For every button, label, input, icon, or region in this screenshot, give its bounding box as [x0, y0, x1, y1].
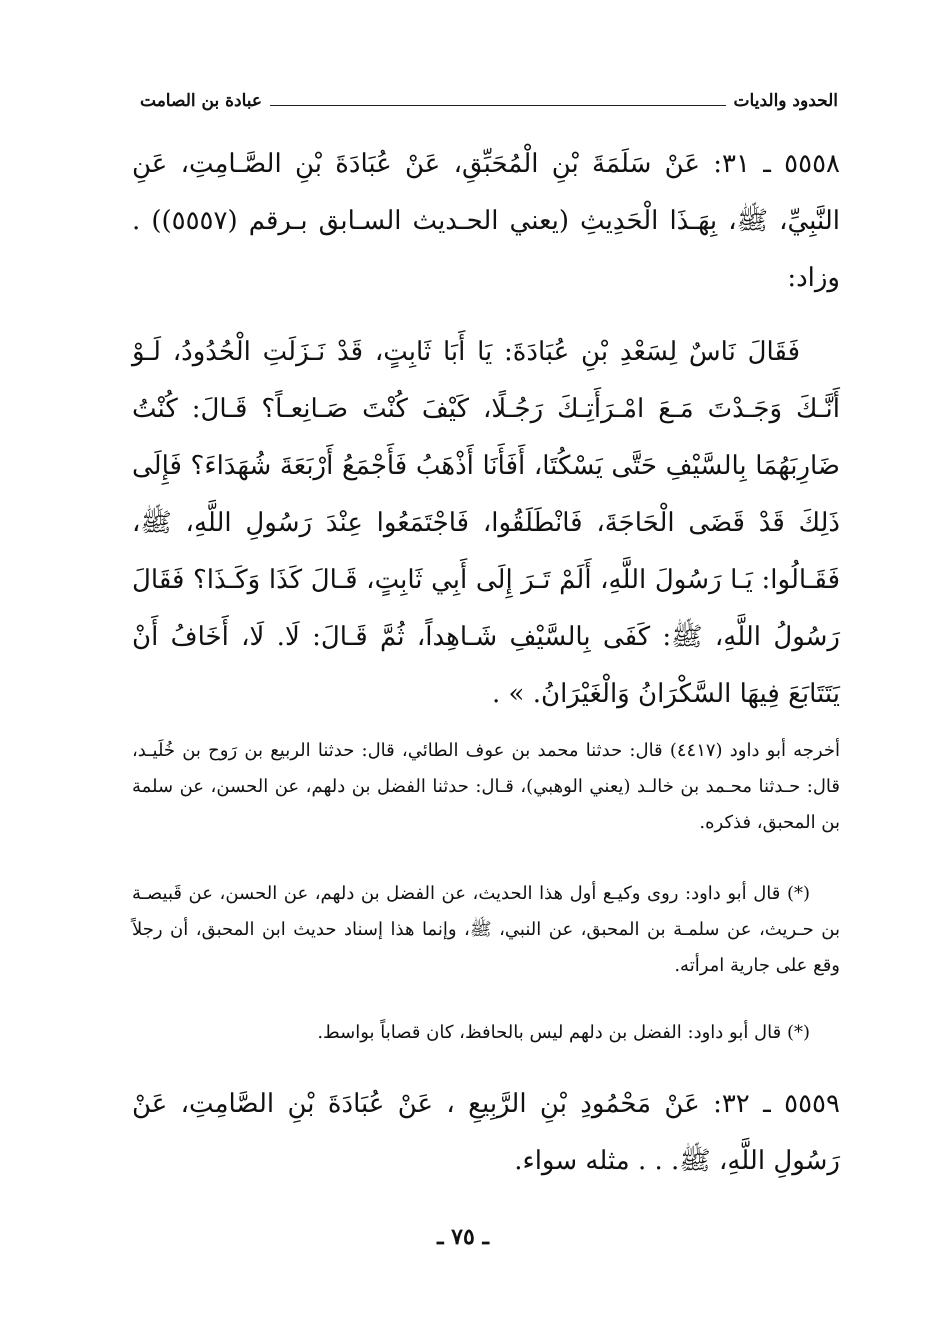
abu-dawud-note-1: (*) قال أبو داود: روى وكيـع أول هذا الحديث، عن الفضل بن دلهم، عن الحسن، عن قَبيصـة بن حـريث، عن سلمـة بن المحبق، عن النبي، ﷺ، وإنما هذا إسناد حديث ابن المحبق، أن رجلاً وقع على جارية امرأته. [132, 883, 840, 976]
hadith-5559 [132, 1076, 840, 1190]
hadith-5558-isnad-text: : عَنْ سَلَمَةَ بْنِ الْمُحَبِّقِ، عَنْ عُبَادَةَ بْنِ الصَّـامِتِ، عَنِ النَّبِيِّ، ﷺ، بِهَـذَا الْحَدِيثِ (يعني الحـديث السـابق بـرقم (٥٥٥٧)) . وزاد: [132, 149, 840, 293]
abu-dawud-note-2: (*) قال أبو داود: الفضل بن دلهم ليس بالحافظ، كان قصاباً بواسط. [317, 1022, 810, 1043]
hadith-5558-number: ٥٥٥٨ ـ ٣١ [722, 149, 840, 179]
takhrij-note: أخرجه أبو داود (٤٤١٧) قال: حدثنا محمد بن عوف الطائي، قال: حدثنا الربيع بن رَوح بن خُلَيـد، قال: حـدثنا محـمد بن خالـد (يعني الوهبي)، قـال: حدثنا الفضل بن دلهم، عن الحسن، عن سلمة بن المحبق، فذكره. [132, 740, 840, 833]
hadith-5558-matn: فَقَالَ نَاسٌ لِسَعْدِ بْنِ عُبَادَةَ: يَا أَبَا ثَابِتٍ، قَدْ نَـزَلَتِ الْحُدُودُ، لَـوْ أَنَّـكَ وَجَـدْتَ مَـعَ امْـرَأَتِـكَ رَجُـلًا، كَيْفَ كُنْتَ صَـانِعـاً؟ قَـالَ: كُنْتُ ضَارِبَهُمَا بِالسَّيْفِ حَتَّى يَسْكُتَا، أَفَأَنَا أَذْهَبُ فَأَجْمَعُ أَرْبَعَةَ شُهَدَاءَ؟ فَإِلَى ذَلِكَ قَدْ قَضَى الْحَاجَةَ، فَانْطَلَقُوا، فَاجْتَمَعُوا عِنْدَ رَسُولِ اللَّهِ، ﷺ، فَقَـالُوا: يَـا رَسُولَ اللَّهِ، أَلَمْ تَـرَ إِلَى أَبِي ثَابِتٍ، قَـالَ كَذَا وَكَـذَا؟ فَقَالَ رَسُولُ اللَّهِ، ﷺ: كَفَى بِالسَّيْفِ شَـاهِداً، ثُمَّ قَـالَ: لَا. لَا، أَخَافُ أَنْ يَتَتَابَعَ فِيهَا السَّكْرَانُ وَالْغَيْرَانُ. » . [132, 337, 840, 709]
page-number: ـ ٧٥ ـ [437, 1224, 489, 1250]
header-narrator: عبادة بن الصامت [140, 91, 263, 111]
hadith-5559-number: ٥٥٥٩ ـ ٣٢ [721, 1089, 840, 1119]
running-header [140, 86, 838, 116]
header-rule [270, 105, 725, 106]
hadith-5558-isnad [132, 136, 840, 307]
hadith-5559-text: : عَنْ مَحْمُودِ بْنِ الرَّبِيعِ ، عَنْ عُبَادَةَ بْنِ الصَّامِتِ، عَنْ رَسُولِ اللَّهِ، ﷺ. . . مثله سواء. [132, 1089, 840, 1176]
header-book-section: الحدود والديات [733, 91, 838, 111]
